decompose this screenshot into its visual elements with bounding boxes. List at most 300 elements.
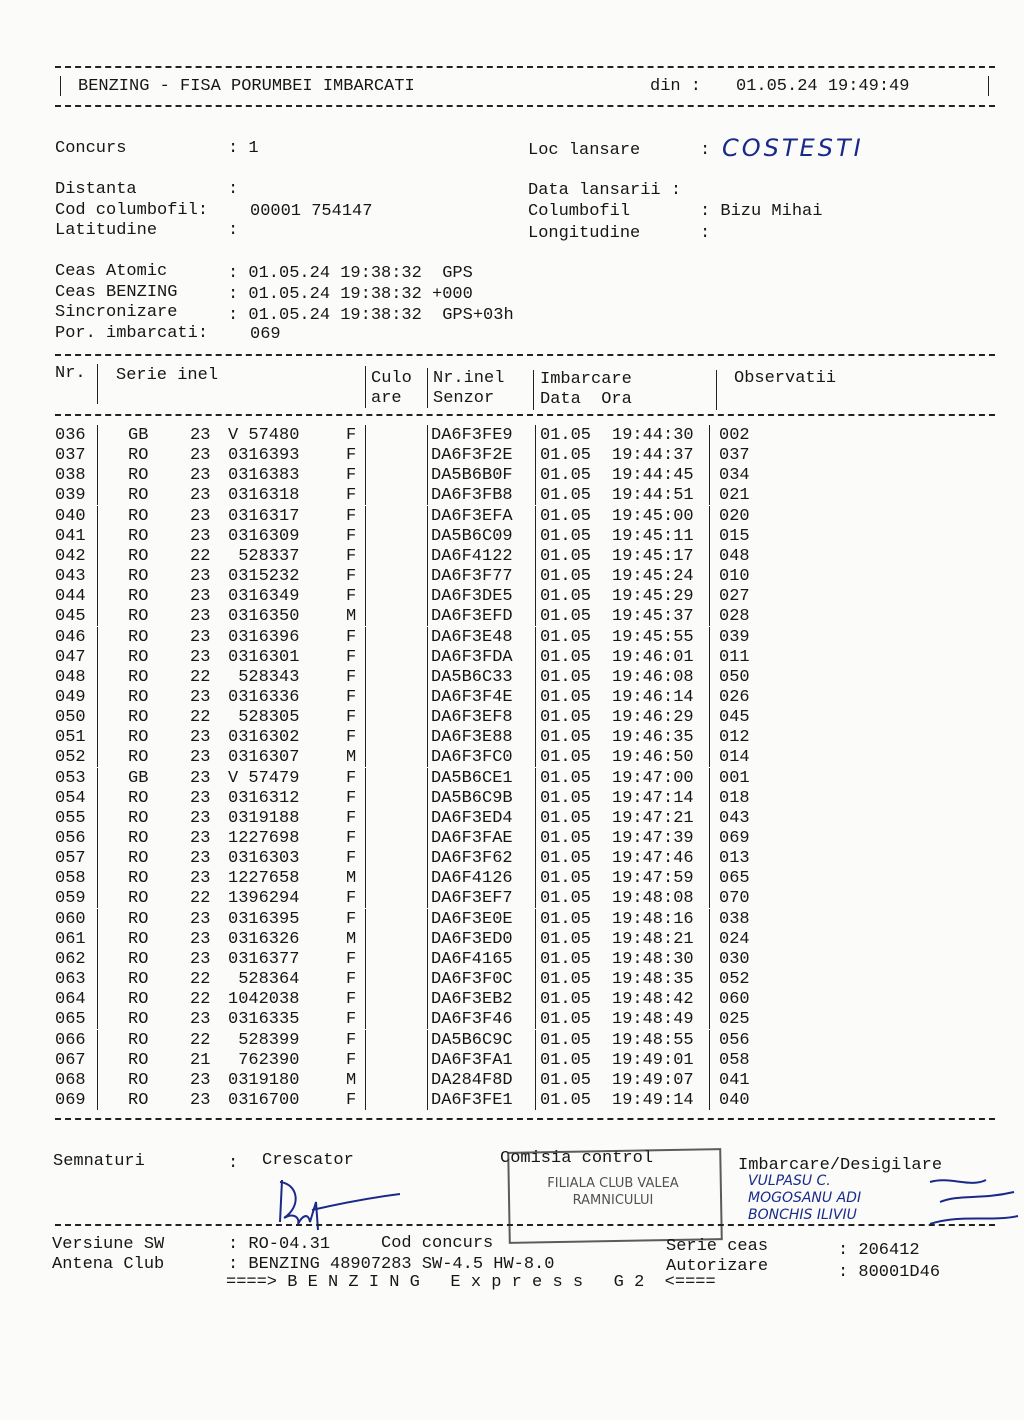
cell-serie: 0316393	[228, 446, 300, 466]
cell-an: 22	[190, 990, 211, 1010]
cell-sex: F	[346, 546, 357, 566]
columbofil-label: Columbofil	[528, 202, 631, 221]
table-top-divider	[55, 354, 995, 356]
cell-tara: RO	[128, 748, 149, 768]
row-divider	[97, 868, 98, 888]
row-divider	[365, 526, 366, 546]
cell-senzor: DA5B6C9C	[431, 1030, 513, 1050]
cell-serie: 1227658	[228, 869, 300, 889]
header-border-left	[60, 76, 61, 96]
cell-obs: 027	[719, 587, 750, 607]
cell-serie: 528399	[228, 1030, 300, 1050]
row-divider	[365, 1009, 366, 1029]
cell-an: 23	[190, 869, 211, 889]
cell-sex: F	[346, 567, 357, 587]
cell-senzor: DA6F3ED0	[431, 929, 513, 949]
row-divider	[365, 647, 366, 667]
row-divider	[427, 1070, 428, 1090]
cell-serie: 0316309	[228, 526, 300, 546]
row-divider	[709, 888, 710, 908]
col-nr-inel-header: Nr.inel	[433, 369, 505, 388]
cell-obs: 015	[719, 526, 750, 546]
row-divider	[709, 546, 710, 566]
cell-nr: 057	[55, 849, 86, 869]
data-lansarii-label: Data lansarii :	[528, 181, 682, 200]
cell-ora: 19:47:39	[612, 829, 694, 848]
cell-senzor: DA5B6C09	[431, 526, 513, 546]
table-row	[0, 568, 1000, 588]
row-divider	[97, 546, 98, 566]
row-divider	[97, 445, 98, 465]
cell-sex: F	[346, 970, 357, 990]
imbarcare-desigilare-label: Imbarcare/Desigilare	[738, 1156, 943, 1175]
row-divider	[97, 667, 98, 687]
cell-ora: 19:45:37	[612, 607, 694, 627]
cell-serie: 0316395	[228, 909, 300, 929]
benzing-banner: ====> B E N Z I N G E x p r e s s G 2 <====	[226, 1273, 716, 1292]
cell-serie: 0316301	[228, 647, 300, 667]
cell-ora: 19:49:14	[612, 1090, 694, 1110]
cell-tara: RO	[128, 446, 149, 466]
row-divider	[427, 848, 428, 868]
cell-data: 01.05	[540, 949, 592, 969]
row-divider	[365, 1030, 366, 1050]
cell-tara: GB	[128, 768, 149, 788]
cell-an: 23	[190, 587, 211, 607]
row-divider	[427, 647, 428, 667]
row-divider	[535, 1090, 536, 1110]
cell-senzor: DA6F4122	[431, 546, 513, 566]
cell-nr: 048	[55, 667, 86, 687]
cell-nr: 046	[55, 627, 86, 647]
cell-senzor: DA5B6B0F	[431, 466, 513, 486]
cell-tara: RO	[128, 829, 149, 848]
cell-serie: V 57480	[228, 426, 300, 445]
cell-tara: RO	[128, 849, 149, 869]
row-divider	[709, 848, 710, 868]
cell-tara: RO	[128, 970, 149, 990]
cell-ora: 19:47:00	[612, 768, 694, 788]
cell-data: 01.05	[540, 426, 592, 445]
row-divider	[535, 506, 536, 526]
row-divider	[427, 909, 428, 929]
row-divider	[427, 627, 428, 647]
header-divider	[55, 105, 995, 107]
row-divider	[427, 1009, 428, 1029]
ceas-atomic-value: : 01.05.24 19:38:32 GPS	[228, 264, 473, 283]
cell-senzor: DA6F3FE1	[431, 1090, 513, 1110]
cell-an: 23	[190, 1070, 211, 1090]
cell-ora: 19:48:21	[612, 929, 694, 949]
cell-senzor: DA6F3FE9	[431, 426, 513, 445]
cell-obs: 024	[719, 929, 750, 949]
cell-ora: 19:46:50	[612, 748, 694, 768]
cell-nr: 067	[55, 1050, 86, 1070]
cell-ora: 19:47:14	[612, 788, 694, 808]
row-divider	[97, 606, 98, 626]
cell-an: 22	[190, 1030, 211, 1050]
cell-an: 23	[190, 466, 211, 486]
cell-ora: 19:47:46	[612, 849, 694, 869]
row-divider	[97, 747, 98, 767]
cell-nr: 052	[55, 748, 86, 768]
row-divider	[535, 909, 536, 929]
table-row	[0, 608, 1000, 628]
cell-sex: F	[346, 687, 357, 707]
cell-nr: 062	[55, 949, 86, 969]
cell-an: 23	[190, 768, 211, 788]
col-senzor-header: Senzor	[433, 389, 495, 408]
concurs-label: Concurs	[55, 139, 127, 158]
cell-obs: 020	[719, 506, 750, 526]
row-divider	[365, 909, 366, 929]
cell-ora: 19:48:30	[612, 949, 694, 969]
row-divider	[365, 707, 366, 727]
cell-data: 01.05	[540, 708, 592, 728]
cell-serie: 762390	[228, 1050, 300, 1070]
cell-senzor: DA284F8D	[431, 1070, 513, 1090]
row-divider	[709, 1070, 710, 1090]
col-nr-header: Nr.	[55, 364, 86, 383]
cell-nr: 061	[55, 929, 86, 949]
row-divider	[709, 667, 710, 687]
cell-senzor: DA6F3FB8	[431, 486, 513, 506]
cell-ora: 19:48:49	[612, 1010, 694, 1030]
loc-lansare-handwritten: COSTESTI	[722, 134, 864, 162]
table-row	[0, 870, 1000, 890]
cell-serie: 1042038	[228, 990, 300, 1010]
cell-obs: 045	[719, 708, 750, 728]
cell-nr: 065	[55, 1010, 86, 1030]
cell-senzor: DA5B6CE1	[431, 768, 513, 788]
sincronizare-value: : 01.05.24 19:38:32 GPS+03h	[228, 306, 514, 325]
cell-senzor: DA5B6C33	[431, 667, 513, 687]
cell-nr: 053	[55, 768, 86, 788]
row-divider	[427, 445, 428, 465]
cell-sex: F	[346, 446, 357, 466]
row-divider	[427, 1090, 428, 1110]
cell-ora: 19:45:00	[612, 506, 694, 526]
cell-tara: RO	[128, 546, 149, 566]
row-divider	[427, 667, 428, 687]
cell-an: 23	[190, 426, 211, 445]
row-divider	[535, 747, 536, 767]
cell-tara: RO	[128, 990, 149, 1010]
cell-tara: RO	[128, 466, 149, 486]
cell-senzor: DA6F3EF8	[431, 708, 513, 728]
row-divider	[535, 929, 536, 949]
cell-an: 23	[190, 748, 211, 768]
cell-serie: 0316396	[228, 627, 300, 647]
row-divider	[427, 727, 428, 747]
row-divider	[427, 485, 428, 505]
row-divider	[709, 949, 710, 969]
row-divider	[365, 627, 366, 647]
row-divider	[427, 768, 428, 788]
row-divider	[535, 465, 536, 485]
cell-data: 01.05	[540, 889, 592, 909]
cell-ora: 19:49:07	[612, 1070, 694, 1090]
cell-ora: 19:48:35	[612, 970, 694, 990]
row-divider	[365, 808, 366, 828]
loc-lansare-colon: :	[700, 141, 711, 160]
cell-obs: 056	[719, 1030, 750, 1050]
cell-ora: 19:47:21	[612, 808, 694, 828]
cell-tara: RO	[128, 1070, 149, 1090]
table-row	[0, 810, 1000, 830]
cell-tara: RO	[128, 486, 149, 506]
cell-an: 23	[190, 849, 211, 869]
cell-obs: 048	[719, 546, 750, 566]
cell-senzor: DA5B6C9B	[431, 788, 513, 808]
cell-sex: M	[346, 929, 357, 949]
cell-nr: 063	[55, 970, 86, 990]
table-row	[0, 588, 1000, 608]
row-divider	[427, 788, 428, 808]
cell-sex: F	[346, 1030, 357, 1050]
row-divider	[709, 768, 710, 788]
cell-an: 22	[190, 708, 211, 728]
cell-ora: 19:44:45	[612, 466, 694, 486]
columbofil-value: : Bizu Mihai	[700, 202, 823, 221]
header-border-right	[988, 76, 989, 96]
row-divider	[97, 687, 98, 707]
row-divider	[535, 667, 536, 687]
print-datetime: 01.05.24 19:49:49	[736, 77, 910, 96]
cell-ora: 19:45:24	[612, 567, 694, 587]
row-divider	[97, 828, 98, 848]
row-divider	[97, 1090, 98, 1110]
cell-tara: RO	[128, 909, 149, 929]
cell-obs: 037	[719, 446, 750, 466]
row-divider	[97, 1070, 98, 1090]
cell-an: 23	[190, 607, 211, 627]
row-divider	[365, 687, 366, 707]
cell-an: 23	[190, 728, 211, 748]
cell-senzor: DA6F3FDA	[431, 647, 513, 667]
row-divider	[365, 546, 366, 566]
latitudine-label: Latitudine	[55, 221, 158, 240]
table-row	[0, 931, 1000, 951]
row-divider	[97, 929, 98, 949]
cell-sex: F	[346, 909, 357, 929]
cell-nr: 064	[55, 990, 86, 1010]
cell-nr: 040	[55, 506, 86, 526]
row-divider	[365, 848, 366, 868]
cell-sex: F	[346, 1050, 357, 1070]
cell-serie: 0316377	[228, 949, 300, 969]
row-divider	[535, 586, 536, 606]
row-divider	[535, 566, 536, 586]
row-divider	[709, 929, 710, 949]
row-divider	[365, 425, 366, 445]
cell-ora: 19:45:17	[612, 546, 694, 566]
cell-sex: F	[346, 526, 357, 546]
cell-serie: 0316307	[228, 748, 300, 768]
cell-nr: 050	[55, 708, 86, 728]
cell-ora: 19:48:16	[612, 909, 694, 929]
cell-ora: 19:49:01	[612, 1050, 694, 1070]
row-divider	[427, 969, 428, 989]
cell-sex: M	[346, 869, 357, 889]
row-divider	[365, 465, 366, 485]
cell-ora: 19:48:42	[612, 990, 694, 1010]
serie-ceas-label: Serie ceas	[666, 1237, 769, 1256]
cell-sex: F	[346, 788, 357, 808]
cell-data: 01.05	[540, 1030, 592, 1050]
cell-an: 23	[190, 1090, 211, 1110]
cell-obs: 034	[719, 466, 750, 486]
row-divider	[535, 546, 536, 566]
cell-data: 01.05	[540, 1070, 592, 1090]
row-divider	[709, 747, 710, 767]
cell-ora: 19:45:11	[612, 526, 694, 546]
row-divider	[97, 506, 98, 526]
cell-serie: 528337	[228, 546, 300, 566]
row-divider	[535, 788, 536, 808]
row-divider	[709, 868, 710, 888]
row-divider	[365, 506, 366, 526]
cell-sex: F	[346, 808, 357, 828]
cell-data: 01.05	[540, 607, 592, 627]
cell-an: 23	[190, 829, 211, 848]
row-divider	[709, 1009, 710, 1029]
cell-senzor: DA6F3F2E	[431, 446, 513, 466]
row-divider	[709, 1050, 710, 1070]
row-divider	[535, 1009, 536, 1029]
table-row	[0, 548, 1000, 568]
col-divider	[427, 368, 428, 408]
cell-obs: 065	[719, 869, 750, 889]
row-divider	[535, 1030, 536, 1050]
row-divider	[97, 586, 98, 606]
table-row	[0, 1092, 1000, 1112]
row-divider	[97, 1050, 98, 1070]
cell-obs: 050	[719, 667, 750, 687]
cell-an: 23	[190, 687, 211, 707]
cell-serie: 0316326	[228, 929, 300, 949]
cell-senzor: DA6F3ED4	[431, 808, 513, 828]
cell-senzor: DA6F3F77	[431, 567, 513, 587]
row-divider	[427, 1030, 428, 1050]
cell-data: 01.05	[540, 990, 592, 1010]
ceas-benzing-value: : 01.05.24 19:38:32 +000	[228, 285, 473, 304]
cell-data: 01.05	[540, 970, 592, 990]
cell-senzor: DA6F3FC0	[431, 748, 513, 768]
cell-sex: M	[346, 748, 357, 768]
cell-tara: RO	[128, 587, 149, 607]
cell-data: 01.05	[540, 486, 592, 506]
row-divider	[709, 506, 710, 526]
cell-data: 01.05	[540, 667, 592, 687]
antena-club-label: Antena Club	[52, 1255, 165, 1274]
row-divider	[535, 707, 536, 727]
cell-obs: 041	[719, 1070, 750, 1090]
row-divider	[709, 606, 710, 626]
table-row	[0, 951, 1000, 971]
cell-tara: RO	[128, 567, 149, 587]
cell-nr: 043	[55, 567, 86, 587]
cell-data: 01.05	[540, 929, 592, 949]
cell-data: 01.05	[540, 546, 592, 566]
cell-nr: 049	[55, 687, 86, 707]
col-divider	[716, 370, 717, 410]
cell-obs: 028	[719, 607, 750, 627]
row-divider	[427, 747, 428, 767]
cell-serie: 0319180	[228, 1070, 300, 1090]
row-divider	[535, 727, 536, 747]
cell-nr: 058	[55, 869, 86, 889]
row-divider	[427, 566, 428, 586]
row-divider	[427, 1050, 428, 1070]
row-divider	[535, 808, 536, 828]
cell-obs: 069	[719, 829, 750, 848]
row-divider	[427, 546, 428, 566]
cell-tara: RO	[128, 687, 149, 707]
cell-obs: 058	[719, 1050, 750, 1070]
row-divider	[427, 425, 428, 445]
row-divider	[97, 647, 98, 667]
cell-nr: 056	[55, 829, 86, 848]
row-divider	[97, 465, 98, 485]
table-row	[0, 971, 1000, 991]
col-culoare-header-2: are	[371, 389, 402, 408]
cell-obs: 001	[719, 768, 750, 788]
cell-an: 23	[190, 567, 211, 587]
cell-tara: RO	[128, 708, 149, 728]
cell-senzor: DA6F3FA1	[431, 1050, 513, 1070]
cell-obs: 013	[719, 849, 750, 869]
table-row	[0, 830, 1000, 850]
row-divider	[535, 606, 536, 626]
row-divider	[97, 888, 98, 908]
row-divider	[365, 888, 366, 908]
cell-an: 23	[190, 526, 211, 546]
cell-tara: RO	[128, 929, 149, 949]
row-divider	[97, 707, 98, 727]
row-divider	[709, 566, 710, 586]
cell-senzor: DA6F3EFD	[431, 607, 513, 627]
cell-serie: 0316349	[228, 587, 300, 607]
cell-nr: 059	[55, 889, 86, 909]
cell-data: 01.05	[540, 627, 592, 647]
row-divider	[535, 647, 536, 667]
row-divider	[97, 627, 98, 647]
row-divider	[709, 465, 710, 485]
cell-data: 01.05	[540, 768, 592, 788]
cell-ora: 19:45:29	[612, 587, 694, 607]
row-divider	[535, 1050, 536, 1070]
semnaturi-colon: :	[228, 1154, 239, 1173]
cell-tara: RO	[128, 647, 149, 667]
cell-tara: RO	[128, 526, 149, 546]
table-row	[0, 467, 1000, 487]
row-divider	[709, 425, 710, 445]
row-divider	[97, 949, 98, 969]
row-divider	[709, 1090, 710, 1110]
row-divider	[97, 768, 98, 788]
distanta-label: Distanta	[55, 180, 137, 199]
cell-sex: F	[346, 1090, 357, 1110]
row-divider	[97, 485, 98, 505]
cell-senzor: DA6F3E48	[431, 627, 513, 647]
latitudine-value: :	[228, 221, 239, 240]
handwritten-name-2: MOGOSANU ADI	[748, 1190, 862, 1206]
cell-tara: GB	[128, 426, 149, 445]
cell-nr: 066	[55, 1030, 86, 1050]
cell-serie: 0316303	[228, 849, 300, 869]
cell-obs: 026	[719, 687, 750, 707]
